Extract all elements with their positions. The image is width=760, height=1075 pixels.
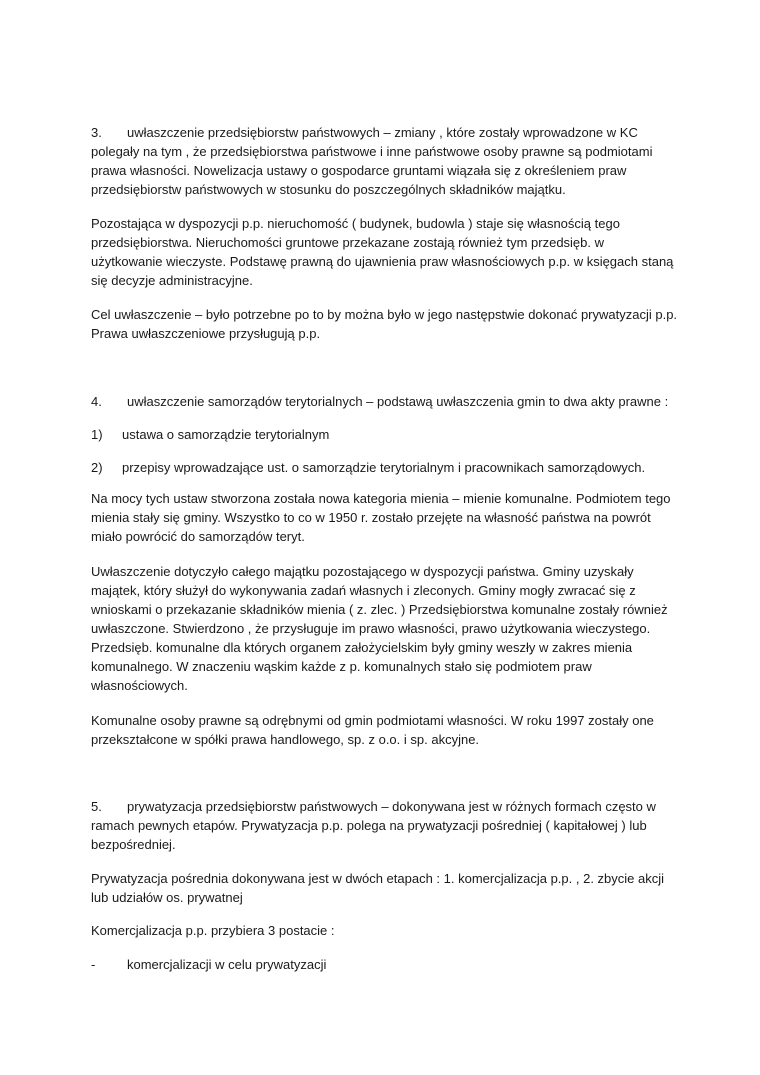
text-line: Prywatyzacja pośrednia dokonywana jest w dwóch etapach : 1. komercjalizacja p.p. , 2. zbycie akcji <box>91 871 665 886</box>
list-item-text: ustawa o samorządzie terytorialnym <box>122 427 330 442</box>
text-line: Prawa uwłaszczeniowe przysługują p.p. <box>91 326 321 341</box>
text-line: przedsiębiorstwa. Nieruchomości gruntowe przekazane zostają również tym przedsięb. w <box>91 235 605 250</box>
section-number: 5. <box>91 799 102 814</box>
text-line: mienia stały się gminy. Wszystko to co w 1950 r. zostało przejęte na własność państwa na powrót <box>91 510 651 525</box>
text-line: polegały na tym , że przedsiębiorstwa państwowe i inne państwowe osoby prawne są podmiotami <box>91 144 653 159</box>
text-line: Cel uwłaszczenie – było potrzebne po to by można było w jego następstwie dokonać prywatyzacji p.p. <box>91 307 678 322</box>
list-item <box>91 425 681 444</box>
text-line: się decyzje administracyjne. <box>91 273 253 288</box>
list-item-text: przepisy wprowadzające ust. o samorządzie terytorialnym i pracownikach samorządowych. <box>122 460 646 475</box>
text-line: komunalnego. W znaczeniu wąskim każde z p. komunalnych stało się podmiotem praw <box>91 659 592 674</box>
section-5-paragraph-1 <box>91 797 681 854</box>
list-marker: 2) <box>91 460 103 475</box>
text-line: Komercjalizacja p.p. przybiera 3 postacie : <box>91 923 335 938</box>
section-3-paragraph-1 <box>91 123 681 199</box>
text-line: Uwłaszczenie dotyczyło całego majątku pozostającego w dyspozycji państwa. Gminy uzyskały <box>91 564 634 579</box>
section-number: 3. <box>91 125 102 140</box>
section-3-paragraph-3 <box>91 305 681 343</box>
text-line: przedsiębiorstw państwowych w stosunku do poszczególnych składników majątku. <box>91 182 566 197</box>
bullet-item <box>91 955 681 974</box>
section-number: 4. <box>91 394 102 409</box>
text-line: użytkowanie wieczyste. Podstawę prawną do ujawnienia praw własnościowych p.p. w księgach staną <box>91 254 674 269</box>
text-line: bezpośredniej. <box>91 837 176 852</box>
text-line: wnioskami o przekazanie składników mienia ( z. zlec. ) Przedsiębiorstwa komunalne zostały również <box>91 602 668 617</box>
text-line: 3. uwłaszczenie przedsiębiorstw państwowych – zmiany , które zostały wprowadzone w KC <box>91 125 638 140</box>
text-line: Komunalne osoby prawne są odrębnymi od gmin podmiotami własności. W roku 1997 zostały one <box>91 713 654 728</box>
list-marker: 1) <box>91 427 103 442</box>
text-line: przekształcone w spółki prawa handlowego, sp. z o.o. i sp. akcyjne. <box>91 732 480 747</box>
section-3-paragraph-2 <box>91 214 681 290</box>
text-line: własnościowych. <box>91 678 188 693</box>
section-4-paragraph-3 <box>91 711 681 749</box>
text-line: lub udziałów os. prywatnej <box>91 890 243 905</box>
section-4-paragraph-2 <box>91 562 681 695</box>
text-line: uwłaszczone. Stwierdzono , że przysługuje im prawo własności, prawo użytkowania wieczystego. <box>91 621 651 636</box>
text-line: majątek, który służył do wykonywania zadań własnych i zleconych. Gminy mogły zwracać się z <box>91 583 636 598</box>
text-line: Pozostająca w dyspozycji p.p. nieruchomość ( budynek, budowla ) staje się własnością tego <box>91 216 620 231</box>
bullet-marker: - <box>91 957 96 972</box>
section-4-paragraph-1 <box>91 489 681 546</box>
bullet-text: komercjalizacji w celu prywatyzacji <box>127 957 327 972</box>
text-line: prawa własności. Nowelizacja ustawy o gospodarce gruntami wiązała się z określeniem praw <box>91 163 627 178</box>
section-4-heading <box>91 392 681 411</box>
list-item <box>91 458 681 477</box>
section-5-paragraph-2 <box>91 869 681 907</box>
section-5-paragraph-3 <box>91 921 681 940</box>
text-line: 4. uwłaszczenie samorządów terytorialnych – podstawą uwłaszczenia gmin to dwa akty prawne : <box>91 394 669 409</box>
text-line: ramach pewnych etapów. Prywatyzacja p.p. polega na prywatyzacji pośredniej ( kapitałowej ) lub <box>91 818 647 833</box>
text-line: Przedsięb. komunalne dla których organem założycielskim były gminy weszły w zakres mienia <box>91 640 633 655</box>
text-line: miało powrócić do samorządów teryt. <box>91 529 305 544</box>
text-line: 5. prywatyzacja przedsiębiorstw państwowych – dokonywana jest w różnych formach często w <box>91 799 656 814</box>
text-line: Na mocy tych ustaw stworzona została nowa kategoria mienia – mienie komunalne. Podmiotem tego <box>91 491 671 506</box>
